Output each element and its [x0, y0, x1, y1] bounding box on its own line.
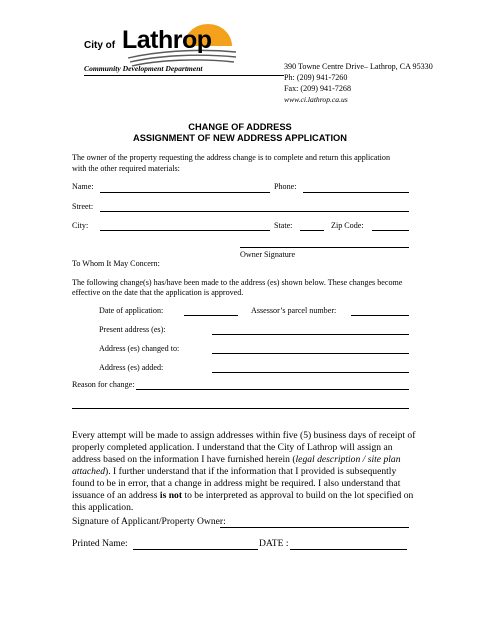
disclaimer-line	[72, 454, 401, 465]
printed-name-field[interactable]	[133, 549, 258, 550]
disclaimer-line: found to be in error, that a change in address might be required. I also understand that	[72, 478, 401, 489]
name-label: Name:	[72, 182, 94, 191]
disclaimer-emphasis: attached	[72, 466, 106, 477]
disclaimer-line: properly completed application. I understand that the City of Lathrop will assign an	[72, 442, 393, 453]
header-divider	[84, 75, 284, 76]
changed-address-field[interactable]	[212, 353, 409, 354]
letter-body-line-1: The following change(s) has/have been made to the address (es) shown below. These changes become	[72, 278, 403, 287]
date-label: DATE :	[259, 538, 289, 549]
reason-field-line-1[interactable]	[136, 389, 409, 390]
printed-name-label: Printed Name:	[72, 538, 128, 549]
owner-signature-field[interactable]	[240, 247, 409, 248]
zip-label: Zip Code:	[331, 221, 364, 230]
phone-line: Ph: (209) 941-7260	[284, 73, 348, 82]
letter-body-line-2: effective on the date that the application is approved.	[72, 288, 244, 297]
title-line-2: ASSIGNMENT OF NEW ADDRESS APPLICATION	[132, 133, 347, 143]
present-address-label: Present address (es):	[99, 325, 166, 334]
date-of-application-label: Date of application:	[99, 306, 164, 315]
street-field[interactable]	[100, 211, 409, 212]
city-label: City:	[72, 221, 89, 230]
city-field[interactable]	[100, 230, 270, 231]
added-address-field[interactable]	[212, 372, 409, 373]
reason-label: Reason for change:	[72, 380, 135, 389]
disclaimer-bold: is not	[159, 490, 183, 501]
state-field[interactable]	[300, 230, 324, 231]
name-field[interactable]	[100, 192, 270, 193]
added-address-label: Address (es) added:	[99, 363, 164, 372]
salutation: To Whom It May Concern:	[72, 259, 160, 268]
present-address-field[interactable]	[212, 334, 409, 335]
disclaimer-line: this application.	[72, 502, 134, 513]
phone-field[interactable]	[303, 192, 409, 193]
department-name: Community Development Department	[84, 64, 203, 73]
state-label: State:	[274, 221, 293, 230]
owner-signature-caption: Owner Signature	[240, 250, 296, 259]
applicant-signature-label: Signature of Applicant/Property Owner:	[72, 516, 226, 527]
disclaimer-text: issuance of an address	[72, 490, 160, 501]
intro-line-2: with the other required materials:	[72, 164, 180, 173]
disclaimer-line	[72, 490, 413, 501]
disclaimer-emphasis: legal description / site plan	[295, 454, 401, 465]
phone-label: Phone:	[274, 182, 297, 191]
disclaimer-text: address based on the information I have furnished herein (	[72, 454, 296, 465]
address-line: 390 Towne Centre Drive– Lathrop, CA 95330	[284, 62, 433, 71]
zip-field[interactable]	[372, 230, 409, 231]
reason-field-line-2[interactable]	[72, 408, 409, 409]
website-link[interactable]: www.ci.lathrop.ca.us	[284, 95, 348, 104]
date-of-application-field[interactable]	[184, 315, 238, 316]
disclaimer-text: ). I further understand that if the information that I provided is subsequently	[105, 466, 397, 477]
intro-line-1: The owner of the property requesting the address change is to complete and return this application	[72, 153, 391, 162]
disclaimer-text: to be interpreted as approval to build on the lot specified on	[182, 490, 414, 501]
fax-line: Fax: (209) 941-7268	[284, 84, 351, 93]
changed-address-label: Address (es) changed to:	[99, 344, 180, 353]
date-field[interactable]	[290, 549, 407, 550]
applicant-signature-field[interactable]	[220, 527, 409, 528]
parcel-number-field[interactable]	[351, 315, 409, 316]
parcel-number-label: Assessor’s parcel number:	[251, 306, 337, 315]
disclaimer-line: Every attempt will be made to assign addresses within five (5) business days of receipt of	[72, 430, 416, 441]
title-line-1: CHANGE OF ADDRESS	[188, 122, 292, 132]
disclaimer-line	[72, 466, 396, 477]
logo-word: Lathrop	[122, 26, 212, 54]
logo-prefix: City of	[84, 40, 116, 51]
street-label: Street:	[72, 202, 94, 211]
